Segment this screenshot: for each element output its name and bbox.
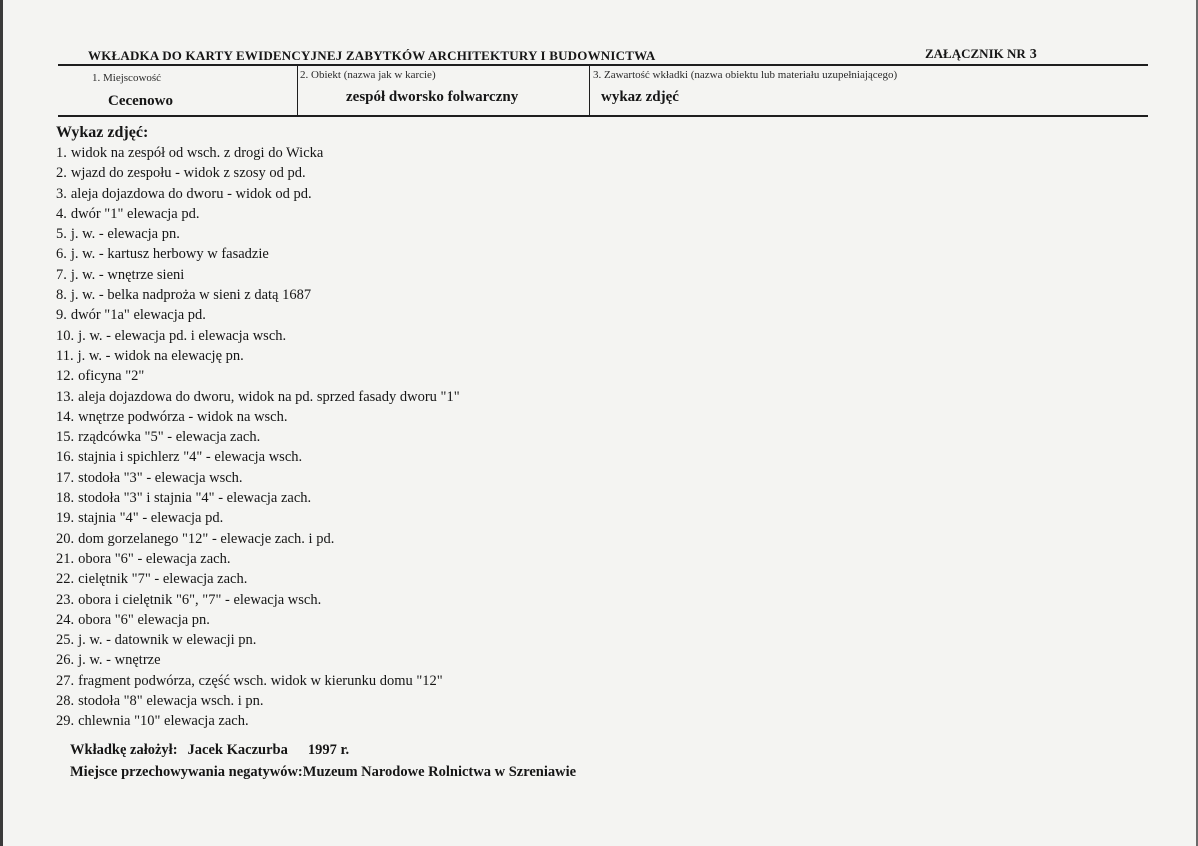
list-item-text: j. w. - widok na elewację pn. — [77, 347, 244, 364]
list-item — [56, 143, 460, 163]
list-item — [56, 265, 460, 285]
list-item-text: j. w. - kartusz herbowy w fasadzie — [70, 246, 269, 263]
list-item — [56, 244, 460, 264]
list-item-text: obora "6" elewacja pn. — [78, 611, 210, 628]
list-item-number: 10. — [56, 327, 75, 344]
list-item-number: 28. — [56, 693, 75, 710]
list-item — [56, 691, 460, 711]
annex-label — [925, 46, 1037, 63]
list-item-number: 19. — [56, 510, 75, 527]
annex-number: 3 — [1029, 47, 1037, 62]
list-item-text: j. w. - elewacja pn. — [70, 226, 180, 243]
list-item-number: 4. — [56, 205, 67, 222]
list-item-number: 18. — [56, 490, 75, 507]
created-year: 1997 r. — [307, 742, 350, 758]
list-item — [56, 650, 460, 670]
list-item-number: 5. — [56, 226, 67, 243]
header-divider-2 — [589, 65, 590, 116]
list-item — [56, 387, 460, 407]
list-item — [56, 285, 460, 305]
storage-line — [70, 764, 576, 781]
list-item — [56, 407, 460, 427]
list-item-text: stodoła "3" - elewacja wsch. — [78, 469, 243, 486]
list-item-text: dom gorzelanego "12" - elewacje zach. i pd. — [78, 530, 335, 547]
list-item-number: 8. — [56, 287, 67, 304]
photo-list — [56, 143, 460, 732]
list-item-text: stodoła "8" elewacja wsch. i pn. — [78, 693, 264, 710]
list-item-number: 12. — [56, 368, 75, 385]
list-item-number: 13. — [56, 388, 75, 405]
created-by-name: Jacek Kaczurba — [187, 742, 288, 758]
list-item-number: 20. — [56, 530, 75, 547]
list-item-number: 3. — [56, 185, 67, 202]
list-item-text: obora "6" - elewacja zach. — [78, 550, 231, 567]
list-item-text: j. w. - wnętrze — [78, 652, 161, 669]
list-item — [56, 488, 460, 508]
list-item-text: j. w. - belka nadproża w sieni z datą 1687 — [70, 287, 312, 304]
list-item-text: dwór "1" elewacja pd. — [70, 205, 200, 222]
list-item-number: 6. — [56, 246, 67, 263]
list-item-number: 26. — [56, 652, 75, 669]
annex-label-text: ZAŁĄCZNIK NR — [925, 46, 1026, 61]
list-item-text: rządcówka "5" - elewacja zach. — [78, 429, 261, 446]
created-by-label: Wkładkę założył: — [70, 742, 178, 758]
list-item-text: j. w. - wnętrze sieni — [70, 266, 185, 283]
list-item — [56, 305, 460, 325]
list-item-number: 1. — [56, 145, 67, 161]
list-item-text: j. w. - elewacja pd. i elewacja wsch. — [78, 327, 287, 344]
list-item — [56, 346, 460, 366]
list-item-text: stajnia i spichlerz "4" - elewacja wsch. — [78, 449, 303, 466]
list-item-text: wnętrze podwórza - widok na wsch. — [78, 408, 288, 425]
list-item — [56, 569, 460, 589]
list-item — [56, 184, 460, 204]
list-item-text: aleja dojazdowa do dworu, widok na pd. sprzed fasady dworu "1" — [78, 388, 460, 405]
list-item — [56, 630, 460, 650]
list-item-number: 9. — [56, 307, 67, 324]
list-item — [56, 529, 460, 549]
list-item-number: 23. — [56, 591, 75, 608]
object-label: 2. Obiekt (nazwa jak w karcie) — [300, 69, 436, 81]
list-item-text: widok na zespół od wsch. z drogi do Wicka — [70, 145, 324, 161]
content-value: wykaz zdjęć — [601, 89, 679, 105]
list-item-text: wjazd do zespołu - widok z szosy od pd. — [70, 165, 306, 182]
list-item-number: 15. — [56, 429, 75, 446]
locality-value: Cecenowo — [108, 93, 173, 109]
list-item-text: chlewnia "10" elewacja zach. — [78, 713, 249, 730]
list-item-number: 27. — [56, 672, 75, 689]
list-item-text: obora i cielętnik "6", "7" - elewacja wsch. — [78, 591, 322, 608]
object-value: zespół dworsko folwarczny — [346, 89, 519, 105]
list-item-number: 21. — [56, 550, 75, 567]
list-item — [56, 549, 460, 569]
list-item — [56, 671, 460, 691]
list-item — [56, 447, 460, 467]
list-item-text: j. w. - datownik w elewacji pn. — [78, 632, 257, 649]
list-item-text: aleja dojazdowa do dworu - widok od pd. — [70, 185, 312, 202]
locality-label: 1. Miejscowość — [92, 72, 162, 84]
list-item-number: 17. — [56, 469, 75, 486]
created-by-line — [70, 742, 349, 759]
list-item-number: 25. — [56, 632, 75, 649]
list-item-text: cielętnik "7" - elewacja zach. — [78, 571, 248, 588]
scan-edge-left — [0, 0, 3, 846]
list-item-number: 7. — [56, 266, 67, 283]
list-item — [56, 204, 460, 224]
storage-label: Miejsce przechowywania negatywów: — [70, 764, 303, 780]
content-label: 3. Zawartość wkładki (nazwa obiektu lub materiału uzupełniającego) — [593, 69, 898, 81]
list-item — [56, 163, 460, 183]
header-divider-1 — [297, 65, 298, 116]
list-item — [56, 508, 460, 528]
list-item — [56, 326, 460, 346]
list-item-number: 29. — [56, 713, 75, 730]
list-item-number: 2. — [56, 165, 67, 182]
list-item — [56, 590, 460, 610]
list-item-number: 11. — [56, 347, 74, 364]
list-item — [56, 366, 460, 386]
list-item — [56, 427, 460, 447]
list-item — [56, 711, 460, 731]
list-item-text: stodoła "3" i stajnia "4" - elewacja zach. — [78, 490, 312, 507]
list-item-number: 24. — [56, 611, 75, 628]
list-item-text: oficyna "2" — [78, 368, 145, 385]
document-title: WKŁADKA DO KARTY EWIDENCYJNEJ ZABYTKÓW ARCHITEKTURY I BUDOWNICTWA — [88, 48, 656, 63]
list-item — [56, 610, 460, 630]
list-item-number: 14. — [56, 408, 75, 425]
photo-list-heading: Wykaz zdjęć: — [56, 124, 149, 141]
list-item-text: stajnia "4" - elewacja pd. — [78, 510, 224, 527]
list-item-number: 16. — [56, 449, 75, 466]
storage-value: Muzeum Narodowe Rolnictwa w Szreniawie — [302, 764, 577, 780]
header-rule-top — [58, 64, 1148, 66]
header-rule-bottom — [58, 115, 1148, 117]
list-item-number: 22. — [56, 571, 75, 588]
list-item — [56, 224, 460, 244]
list-item — [56, 468, 460, 488]
list-item-text: dwór "1a" elewacja pd. — [70, 307, 206, 324]
list-item-text: fragment podwórza, część wsch. widok w kierunku domu "12" — [78, 672, 443, 689]
